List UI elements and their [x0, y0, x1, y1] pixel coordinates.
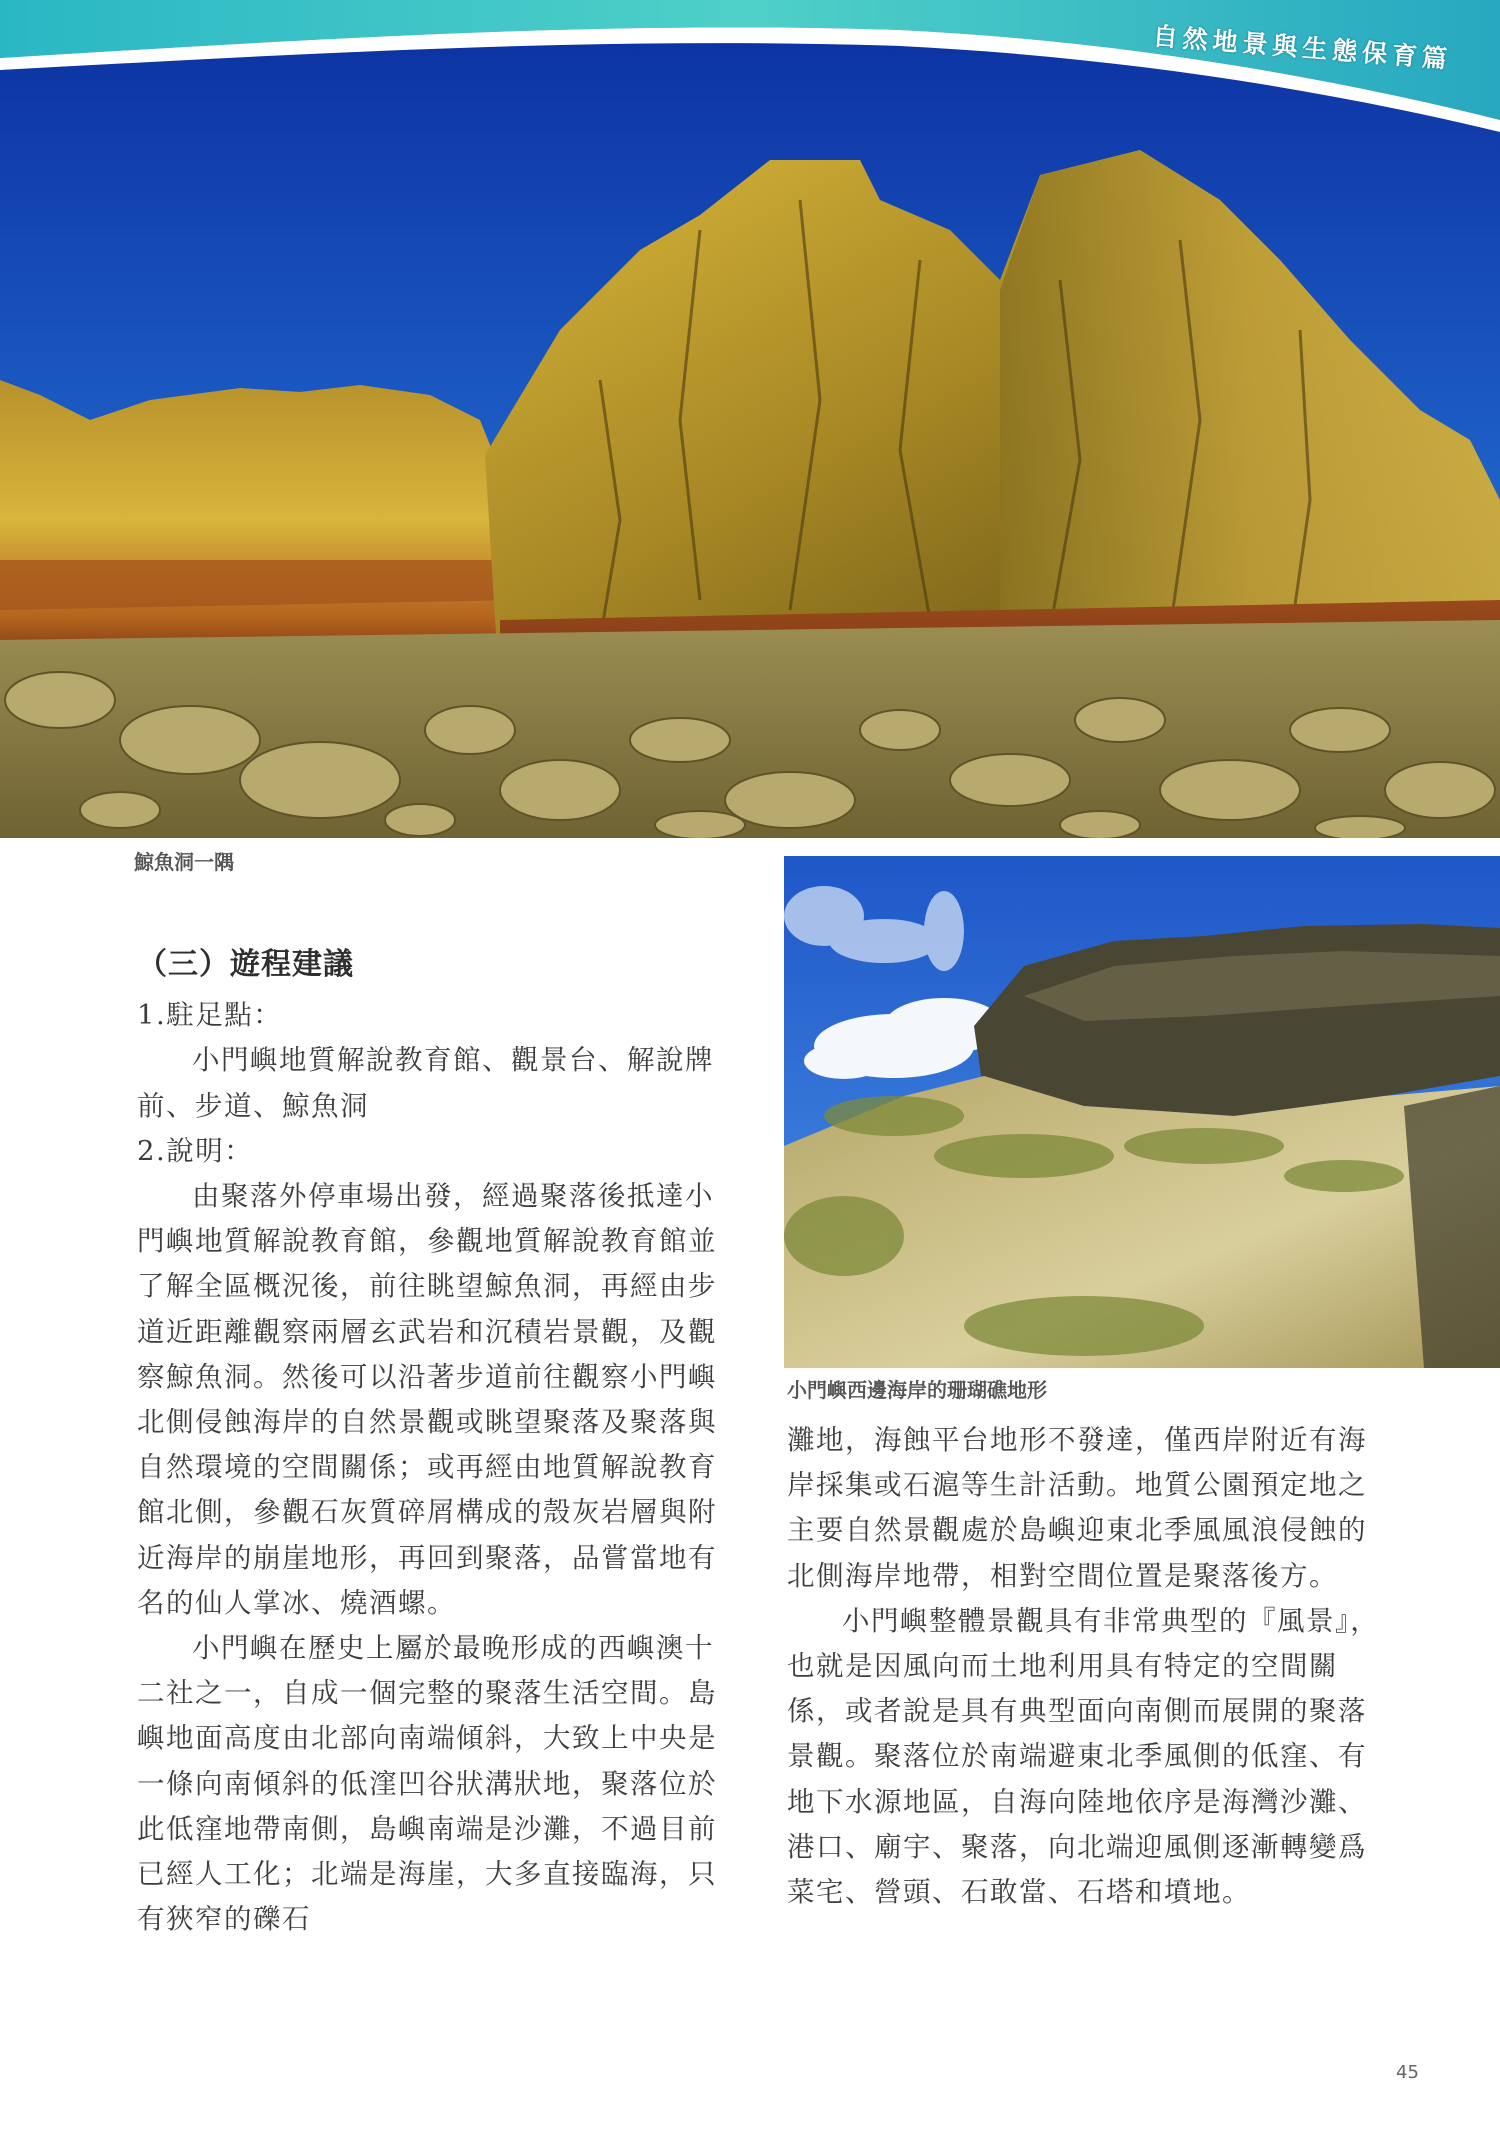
- paragraph-3: 灘地，海蝕平台地形不發達，僅西岸附近有海岸採集或石滬等生計活動。地質公園預定地之主要自然景觀處於島嶼迎東北季風風浪侵蝕的北側海岸地帶，相對空間位置是聚落後方。: [787, 1424, 1367, 1592]
- right-photo-caption: 小門嶼西邊海岸的珊瑚礁地形: [787, 1378, 1047, 1402]
- item1-label: 1.駐足點：: [137, 999, 283, 1032]
- paragraph-1: 由聚落外停車場出發，經過聚落後抵達小門嶼地質解說教育館，參觀地質解說教育館並了解全區概況後，前往眺望鯨魚洞，再經由步道近距離觀察兩層玄武岩和沉積岩景觀，及觀察鯨魚洞。然後可以沿著步道前往觀察小門嶼北側侵蝕海岸的自然景觀或眺望聚落及聚落與自然環境的空間關係；或再經由地質解說教育館北側，參觀石灰質碎屑構成的殼灰岩層與附近海岸的崩崖地形，再回到聚落，品嘗當地有名的仙人掌冰、燒酒螺。: [137, 1180, 717, 1619]
- paragraph-2: 小門嶼在歷史上屬於最晚形成的西嶼澳十二社之一，自成一個完整的聚落生活空間。島嶼地面高度由北部向南端傾斜，大致上中央是一條向南傾斜的低漥凹谷狀溝狀地，聚落位於此低窪地帶南側，島嶼南端是沙灘，不過目前已經人工化；北端是海崖，大多直接臨海，只有狹窄的礫石: [137, 1632, 717, 1936]
- section-title: 自然地景與生態保育篇: [1151, 21, 1454, 74]
- coral-reef-coast-photo: [784, 856, 1500, 1368]
- paragraph-4: 小門嶼整體景觀具有非常典型的『風景』，也就是因風向而土地利用具有特定的空間關係，或者說是具有典型面向南側而展開的聚落景觀。聚落位於南端避東北季風側的低窪、有地下水源地區，自海向陸地依序是海灣沙灘、港口、廟宇、聚落，向北端迎風側逐漸轉變爲菜宅、營頭、石敢當、石塔和墳地。: [787, 1604, 1380, 1909]
- top-photo-caption: 鯨魚洞一隅: [134, 850, 234, 874]
- page-number: 45: [1396, 2062, 1419, 2083]
- left-text-column: [137, 942, 737, 1942]
- item1-text: 小門嶼地質解說教育館、觀景台、解說牌前、步道、鯨魚洞: [137, 1044, 714, 1122]
- header-banner: [0, 0, 1500, 150]
- section-heading: （三）遊程建議: [137, 947, 354, 982]
- right-text-column: [787, 1418, 1387, 1915]
- item2-label: 2.說明：: [137, 1134, 254, 1167]
